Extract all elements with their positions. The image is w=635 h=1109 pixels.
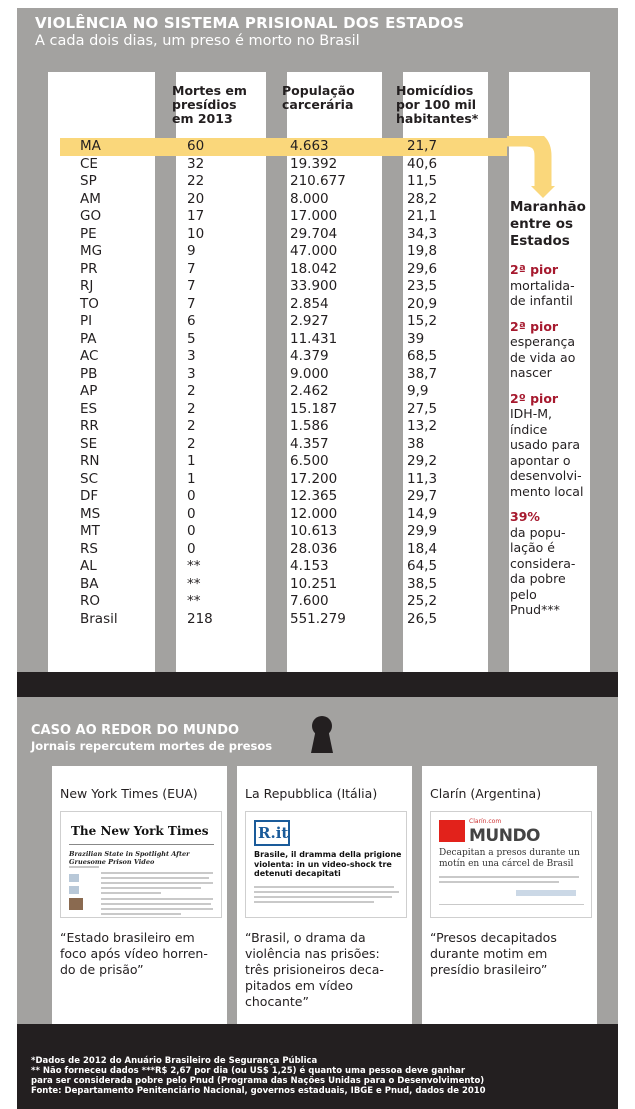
world-title: CASO AO REDOR DO MUNDO	[31, 723, 240, 738]
homicide-rate-cell: 34,3	[407, 225, 438, 242]
keyhole-icon	[307, 715, 337, 753]
population-cell: 33.900	[290, 278, 338, 294]
state-cell: AL	[80, 558, 97, 574]
deaths-cell: 5	[187, 330, 196, 347]
text-line	[254, 896, 392, 898]
quote-translation: “Estado brasileiro em foco após vídeo horren- do de prisão”	[60, 930, 208, 977]
world-subtitle: Jornais repercutem mortes de presos	[31, 739, 273, 753]
column-header-population: População carcerária	[282, 83, 355, 112]
table-row	[60, 278, 507, 296]
deaths-cell: 10	[187, 225, 205, 242]
fact-rank: 2ª pior	[510, 262, 559, 277]
homicide-rate-cell: 29,9	[407, 523, 438, 539]
table-row	[60, 418, 507, 436]
deaths-cell: 17	[187, 208, 205, 224]
connector-arrow-icon	[507, 136, 555, 198]
state-cell: MG	[80, 243, 103, 259]
population-cell: 47.000	[290, 243, 338, 259]
rule	[439, 904, 584, 905]
newspaper-name: New York Times (EUA)	[60, 786, 198, 801]
state-cell: PA	[80, 330, 97, 347]
deaths-cell: 7	[187, 295, 196, 312]
homicide-rate-cell: 38,7	[407, 365, 438, 382]
deaths-cell: 6	[187, 313, 196, 329]
population-cell: 551.279	[290, 610, 346, 627]
deaths-cell: 0	[187, 523, 196, 539]
table-row	[60, 436, 507, 454]
deaths-cell: 7	[187, 278, 196, 294]
share-icon	[69, 886, 79, 894]
homicide-rate-cell: 38	[407, 435, 425, 452]
deaths-cell: 7	[187, 260, 196, 277]
text-line	[101, 877, 209, 879]
divider-band	[17, 672, 618, 697]
fact-block: 2ª pior mortalida- de infantil	[510, 262, 615, 309]
deaths-cell: 0	[187, 540, 196, 557]
homicide-rate-cell: 25,2	[407, 593, 438, 609]
population-cell: 10.251	[290, 575, 338, 592]
population-cell: 4.379	[290, 348, 329, 364]
clarin-screenshot	[430, 811, 592, 918]
homicide-rate-cell: 29,2	[407, 453, 438, 469]
text-line	[254, 901, 374, 903]
homicide-rate-cell: 14,9	[407, 505, 438, 522]
repubblica-headline: Brasile, il dramma della prigione violenta: in un video-shock tre detenuti decapitati	[254, 850, 402, 878]
population-cell: 17.000	[290, 208, 338, 224]
population-cell: 8.000	[290, 190, 329, 207]
table-row	[60, 313, 507, 331]
maranhao-facts	[510, 199, 615, 628]
table-row	[60, 173, 507, 191]
state-cell: RN	[80, 453, 100, 469]
state-cell: PE	[80, 225, 97, 242]
footer-notes	[17, 1024, 618, 1109]
table-row	[60, 576, 507, 594]
newspaper-card-clarin	[422, 766, 597, 1024]
deaths-cell: **	[187, 593, 201, 609]
state-cell: SP	[80, 173, 97, 189]
repubblica-logo: R.it	[254, 820, 290, 846]
homicide-rate-cell: 29,7	[407, 488, 438, 504]
text-line	[101, 913, 181, 915]
deaths-cell: 2	[187, 400, 196, 417]
deaths-cell: 218	[187, 610, 213, 627]
state-cell: RR	[80, 418, 99, 434]
prison-bar	[17, 72, 48, 690]
homicide-rate-cell: 38,5	[407, 575, 438, 592]
population-cell: 2.462	[290, 383, 329, 399]
text-line	[101, 872, 213, 874]
table-row	[60, 611, 507, 629]
population-cell: 19.392	[290, 155, 338, 172]
homicide-rate-cell: 21,1	[407, 208, 438, 224]
footnote: ** Não forneceu dados ***R$ 2,67 por dia (ou US$ 1,25) é quanto uma pessoa deve ganhar	[31, 1066, 466, 1076]
population-cell: 17.200	[290, 470, 338, 487]
share-bar	[516, 890, 576, 896]
column-header-homicides: Homicídios por 100 mil habitantes*	[396, 83, 479, 126]
quote-translation: “Brasil, o drama da violência nas prisões: três prisioneiros deca- pitados em vídeo chocante”	[245, 930, 384, 1009]
state-cell: AP	[80, 383, 98, 399]
table-row	[60, 593, 507, 611]
text-line	[69, 866, 99, 868]
population-cell: 12.365	[290, 488, 338, 504]
homicide-rate-cell: 13,2	[407, 418, 438, 434]
deaths-cell: 1	[187, 470, 196, 487]
population-cell: 2.854	[290, 295, 329, 312]
population-cell: 29.704	[290, 225, 338, 242]
homicide-rate-cell: 27,5	[407, 400, 438, 417]
homicide-rate-cell: 20,9	[407, 295, 438, 312]
deaths-cell: 0	[187, 488, 196, 504]
state-cell: DF	[80, 488, 99, 504]
quote-translation: “Presos decapitados durante motim em presídio brasileiro”	[430, 930, 557, 977]
population-cell: 210.677	[290, 173, 346, 189]
homicide-rate-cell: 68,5	[407, 348, 438, 364]
nyt-screenshot	[60, 811, 222, 918]
newspaper-card-repubblica	[237, 766, 412, 1024]
deaths-cell: 60	[187, 138, 205, 154]
population-cell: 7.600	[290, 593, 329, 609]
text-line	[101, 908, 213, 910]
share-icon	[69, 874, 79, 882]
population-cell: 4.357	[290, 435, 329, 452]
state-cell: Brasil	[80, 610, 118, 627]
deaths-cell: **	[187, 575, 201, 592]
table-row	[60, 401, 507, 419]
deaths-cell: 2	[187, 435, 196, 452]
deaths-cell: 20	[187, 190, 205, 207]
homicide-rate-cell: 11,3	[407, 470, 438, 487]
text-line	[439, 876, 579, 878]
deaths-cell: 32	[187, 155, 205, 172]
homicide-rate-cell: 39	[407, 330, 425, 347]
table-row	[60, 191, 507, 209]
table-row	[60, 506, 507, 524]
newspaper-name: Clarín (Argentina)	[430, 786, 542, 801]
deaths-cell: 2	[187, 418, 196, 434]
clarin-headline: Decapitan a presos durante un motín en una cárcel de Brasil	[439, 848, 580, 869]
table-row	[60, 383, 507, 401]
homicide-rate-cell: 19,8	[407, 243, 438, 259]
state-cell: CE	[80, 155, 98, 172]
table-row	[60, 243, 507, 261]
thumbnail-image	[69, 898, 83, 910]
state-cell: SC	[80, 470, 98, 487]
population-cell: 9.000	[290, 365, 329, 382]
text-line	[101, 882, 213, 884]
population-cell: 11.431	[290, 330, 338, 347]
text-line	[101, 887, 201, 889]
nyt-headline: Brazilian State in Spotlight After Gruesome Prison Video	[69, 850, 190, 866]
table-row	[60, 208, 507, 226]
population-cell: 18.042	[290, 260, 338, 277]
state-cell: PR	[80, 260, 98, 277]
homicide-rate-cell: 9,9	[407, 383, 429, 399]
homicide-rate-cell: 11,5	[407, 173, 438, 189]
table-row	[60, 348, 507, 366]
deaths-cell: 1	[187, 453, 196, 469]
table-row	[60, 471, 507, 489]
homicide-rate-cell: 28,2	[407, 190, 438, 207]
homicide-rate-cell: 64,5	[407, 558, 438, 574]
table-row	[60, 226, 507, 244]
homicide-rate-cell: 21,7	[407, 138, 438, 154]
newspaper-card-nyt	[52, 766, 227, 1024]
facts-title: Maranhão entre os Estados	[510, 199, 586, 249]
deaths-cell: **	[187, 558, 201, 574]
fact-block: 2º pior IDH-M, índice usado para apontar o desenvolvi- mento local	[510, 391, 615, 500]
population-cell: 12.000	[290, 505, 338, 522]
state-cell: PI	[80, 313, 93, 329]
world-section	[17, 697, 618, 1024]
population-cell: 4.153	[290, 558, 329, 574]
fact-rank: 2ª pior	[510, 318, 559, 334]
source-note: Fonte: Departamento Penitenciário Nacional, governos estaduais, IBGE e Pnud, dados de 2010	[31, 1086, 486, 1096]
homicide-rate-cell: 29,6	[407, 260, 438, 277]
text-line	[254, 886, 394, 888]
deaths-cell: 3	[187, 348, 196, 364]
state-cell: GO	[80, 208, 102, 224]
table-row	[60, 541, 507, 559]
text-line	[254, 891, 399, 893]
infographic-header	[17, 8, 618, 72]
infographic-title: VIOLÊNCIA NO SISTEMA PRISIONAL DOS ESTADOS	[35, 14, 465, 32]
newspaper-name: La Repubblica (Itália)	[245, 786, 378, 801]
deaths-cell: 3	[187, 365, 196, 382]
clarin-site-name: Clarín.com	[469, 818, 502, 825]
text-line	[439, 881, 559, 883]
table-row	[60, 296, 507, 314]
footnote: para ser considerada pobre pelo Pnud (Programa das Nações Unidas para o Desenvolvimento)	[31, 1076, 485, 1086]
rule	[69, 844, 214, 845]
population-cell: 10.613	[290, 523, 338, 539]
infographic-subtitle: A cada dois dias, um preso é morto no Brasil	[35, 33, 360, 49]
state-cell: ES	[80, 400, 98, 417]
homicide-rate-cell: 40,6	[407, 155, 438, 172]
homicide-rate-cell: 15,2	[407, 313, 438, 329]
table-row	[60, 366, 507, 384]
deaths-cell: 9	[187, 243, 196, 259]
deaths-cell: 2	[187, 383, 196, 399]
footnote: *Dados de 2012 do Anuário Brasileiro de Segurança Pública	[31, 1056, 318, 1066]
state-cell: RS	[80, 540, 98, 557]
state-cell: RJ	[80, 278, 94, 294]
state-cell: SE	[80, 435, 98, 452]
population-cell: 4.663	[290, 138, 329, 154]
table-row	[60, 156, 507, 174]
table-row	[60, 261, 507, 279]
state-cell: AM	[80, 190, 101, 207]
state-cell: AC	[80, 348, 99, 364]
fact-rank: 39%	[510, 509, 540, 524]
population-cell: 2.927	[290, 313, 329, 329]
homicide-rate-cell: 18,4	[407, 540, 438, 557]
state-cell: RO	[80, 593, 101, 609]
clarin-section-logo: MUNDO	[469, 826, 541, 846]
table-row	[60, 453, 507, 471]
fact-rank: 2º pior	[510, 390, 559, 406]
table-row	[60, 331, 507, 349]
nyt-logo: The New York Times	[71, 824, 209, 838]
clarin-logo-icon	[439, 820, 465, 842]
text-line	[101, 898, 213, 900]
fact-block: 39% da popu- lação é considera- da pobre pelo Pnud***	[510, 509, 615, 618]
state-cell: PB	[80, 365, 98, 382]
state-cell: MS	[80, 505, 101, 522]
column-header-deaths: Mortes em presídios em 2013	[172, 83, 247, 126]
state-cell: MA	[80, 138, 101, 154]
table-row	[60, 558, 507, 576]
text-line	[101, 892, 161, 894]
state-cell: TO	[80, 295, 99, 312]
homicide-rate-cell: 23,5	[407, 278, 438, 294]
deaths-cell: 0	[187, 505, 196, 522]
homicide-rate-cell: 26,5	[407, 610, 438, 627]
repubblica-screenshot	[245, 811, 407, 918]
table-row-highlighted	[60, 138, 507, 156]
population-cell: 15.187	[290, 400, 338, 417]
table-row	[60, 488, 507, 506]
deaths-cell: 22	[187, 173, 205, 189]
state-cell: BA	[80, 575, 99, 592]
fact-block: 2ª pior esperança de vida ao nascer	[510, 319, 615, 381]
population-cell: 1.586	[290, 418, 329, 434]
population-cell: 28.036	[290, 540, 338, 557]
table-row	[60, 523, 507, 541]
population-cell: 6.500	[290, 453, 329, 469]
state-cell: MT	[80, 523, 100, 539]
text-line	[101, 903, 211, 905]
